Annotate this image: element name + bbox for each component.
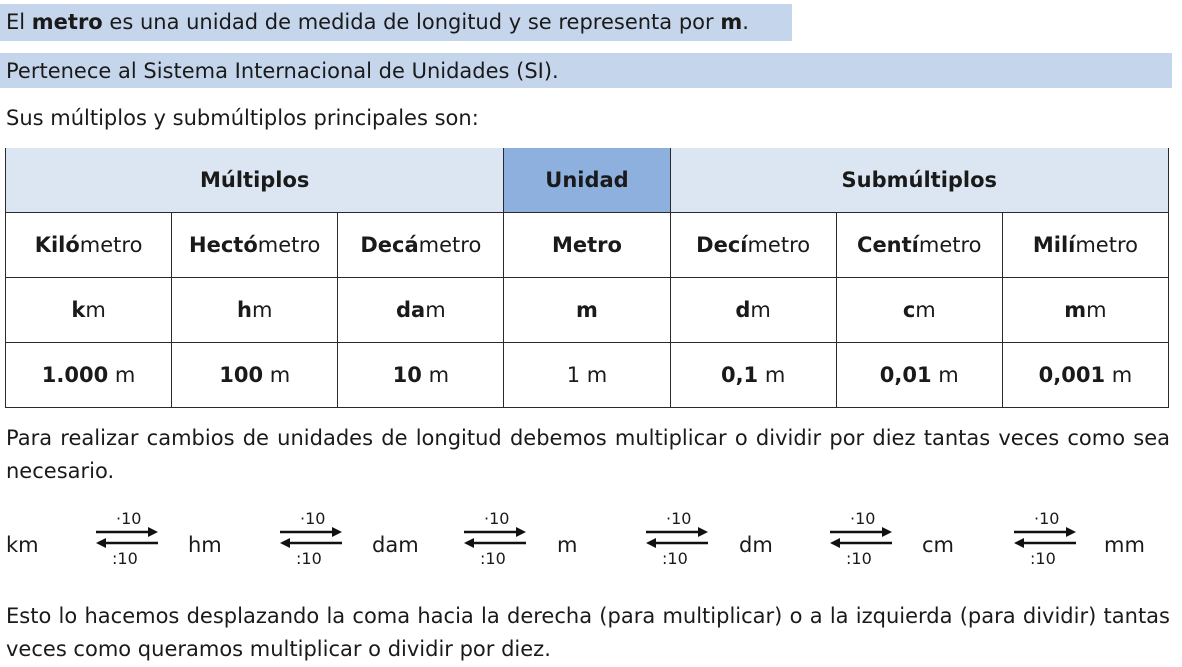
unit-mm: mm <box>1104 533 1145 557</box>
value-cell: 1.000 m <box>6 343 172 408</box>
submultiples-header: Submúltiplos <box>670 148 1168 213</box>
name-cell: Decámetro <box>338 213 504 278</box>
divide-label: :10 <box>1030 549 1056 568</box>
double-arrow-icon <box>644 526 710 550</box>
divide-label: :10 <box>480 549 506 568</box>
divide-label: :10 <box>296 549 322 568</box>
unit-cm: cm <box>922 533 955 557</box>
symbol-cell: dam <box>338 278 504 343</box>
double-arrow-icon <box>278 526 344 550</box>
symbol-cell: mm <box>1002 278 1168 343</box>
name-cell: Hectómetro <box>172 213 338 278</box>
name-cell: Metro <box>504 213 670 278</box>
multiply-label: ·10 <box>300 509 326 528</box>
arrow-pair <box>1012 510 1082 570</box>
symbol-cell: cm <box>836 278 1002 343</box>
divide-label: :10 <box>662 549 688 568</box>
double-arrow-icon <box>1012 526 1078 550</box>
symbol-cell: km <box>6 278 172 343</box>
value-cell: 0,1 m <box>670 343 836 408</box>
name-cell: Milímetro <box>1002 213 1168 278</box>
double-arrow-icon <box>462 526 528 550</box>
definition-line: El metro es una unidad de medida de longitud y se representa por m. <box>0 4 792 41</box>
multiply-label: ·10 <box>484 509 510 528</box>
conversion-paragraph: Para realizar cambios de unidades de longitud debemos multiplicar o dividir por diez tantas veces como sea necesario. <box>6 426 1170 483</box>
arrow-pair <box>462 510 532 570</box>
names-row <box>6 213 1169 278</box>
multiply-label: ·10 <box>116 509 142 528</box>
name-cell: Centímetro <box>836 213 1002 278</box>
multiples-header: Múltiplos <box>6 148 504 213</box>
table-header-row <box>6 148 1169 213</box>
unit-header: Unidad <box>504 148 670 213</box>
units-table <box>5 148 1169 408</box>
multiply-label: ·10 <box>1034 509 1060 528</box>
unit-m: m <box>557 533 578 557</box>
multiply-label: ·10 <box>850 509 876 528</box>
divide-label: :10 <box>846 549 872 568</box>
conversion-diagram <box>0 510 1182 570</box>
values-row <box>6 343 1169 408</box>
multiply-label: ·10 <box>666 509 692 528</box>
value-cell: 0,01 m <box>836 343 1002 408</box>
unit-km: km <box>6 533 39 557</box>
divide-label: :10 <box>112 549 138 568</box>
name-cell: Kilómetro <box>6 213 172 278</box>
unit-dam: dam <box>372 533 419 557</box>
unit-hm: hm <box>188 533 222 557</box>
double-arrow-icon <box>828 526 894 550</box>
double-arrow-icon <box>94 526 160 550</box>
symbol-cell: m <box>504 278 670 343</box>
comma-paragraph: Esto lo hacemos desplazando la coma hacia la derecha (para multiplicar) o a la izquierda (para dividir) tantas veces como queramos multiplicar o dividir por diez. <box>6 604 1170 661</box>
name-cell: Decímetro <box>670 213 836 278</box>
symbol-cell: dm <box>670 278 836 343</box>
value-cell: 10 m <box>338 343 504 408</box>
si-line: Pertenece al Sistema Internacional de Unidades (SI). <box>0 53 1172 88</box>
value-cell: 100 m <box>172 343 338 408</box>
value-cell: 0,001 m <box>1002 343 1168 408</box>
value-cell: 1 m <box>504 343 670 408</box>
table-intro: Sus múltiplos y submúltiplos principales son: <box>6 106 479 130</box>
symbols-row <box>6 278 1169 343</box>
arrow-pair <box>278 510 348 570</box>
arrow-pair <box>644 510 714 570</box>
unit-dm: dm <box>739 533 773 557</box>
symbol-cell: hm <box>172 278 338 343</box>
arrow-pair <box>828 510 898 570</box>
arrow-pair <box>94 510 164 570</box>
